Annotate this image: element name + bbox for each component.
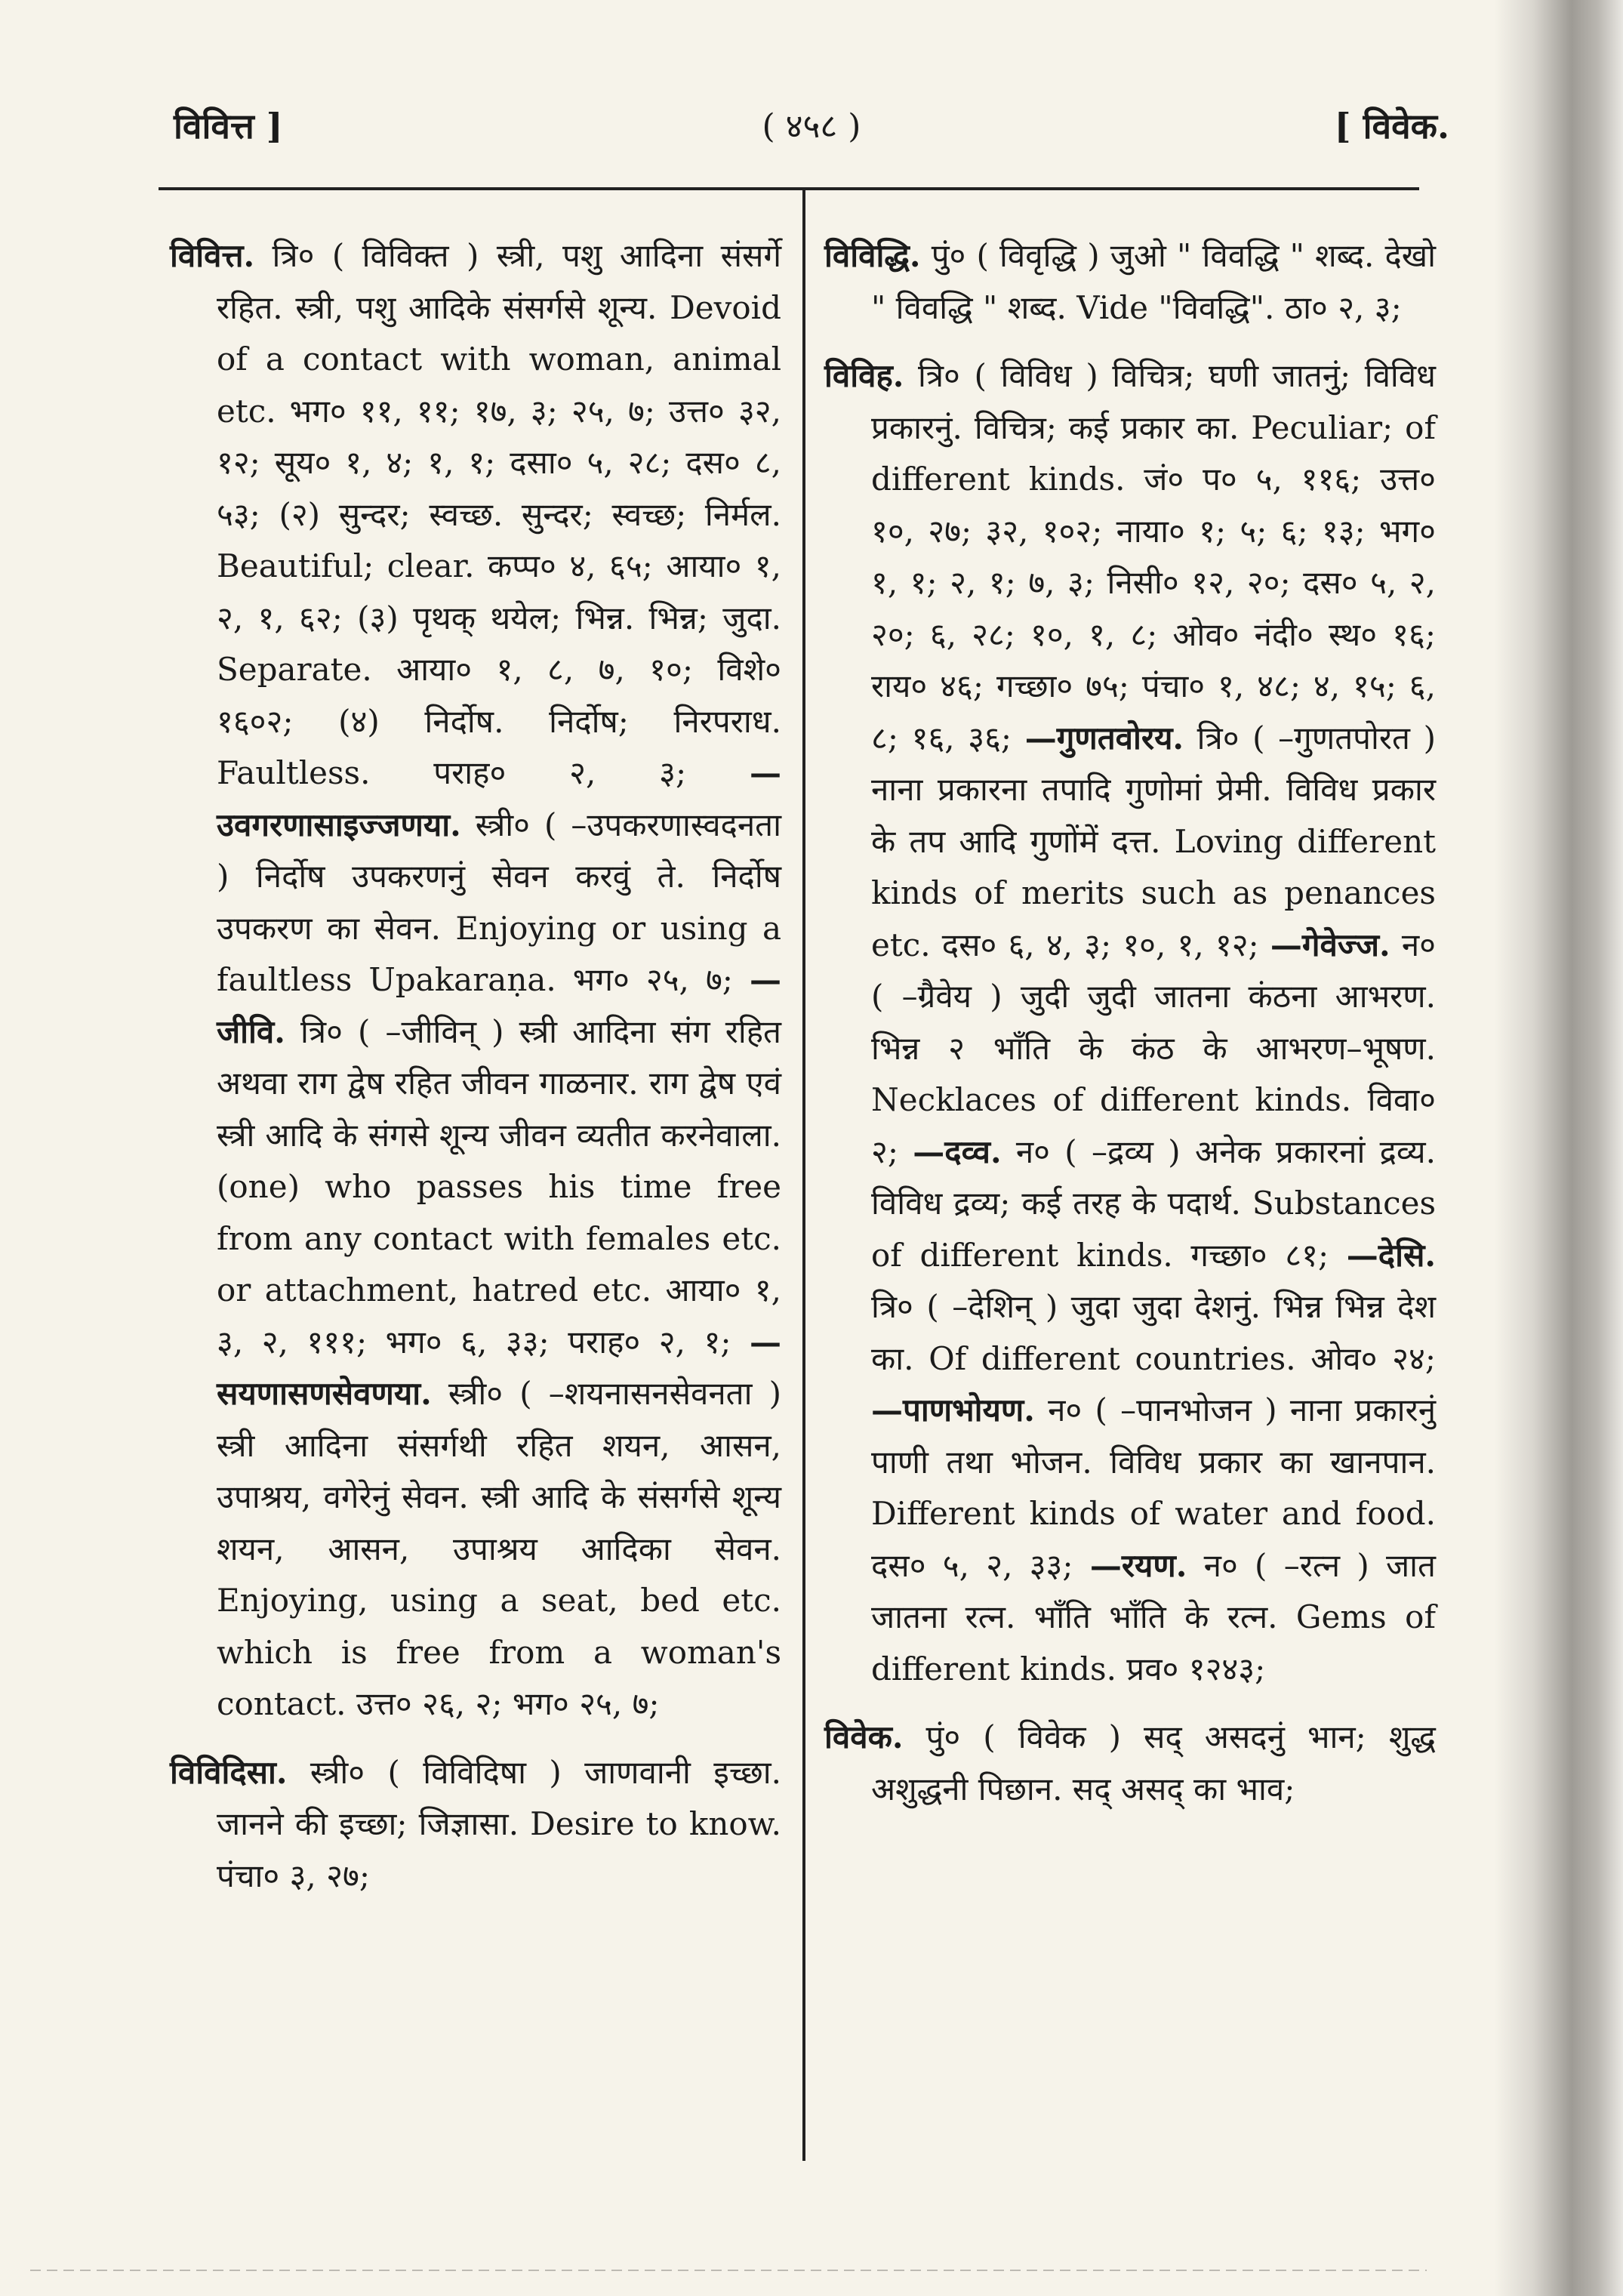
entry-text: न० ( –पानभोजन ) नाना प्रकारनुं पाणी तथा भोजन. विविध प्रकार का खानपान. Different kinds of water and food. दस० ५, २, ३३; <box>871 1391 1436 1584</box>
sub-entry-headword: —गेवेज्ज. <box>1270 926 1390 963</box>
entry-text: स्त्री० ( –उपकरणास्वदनता ) निर्दोष उपकरणनुं सेवन करवुं ते. निर्दोष उपकरण का सेवन. Enjoying or using a faultless Upakaraṇa. भग० २५, ७; <box>217 806 781 998</box>
entry-headword: विविह. <box>824 357 904 394</box>
entry-text: न० ( –ग्रैवेय ) जुदी जुदी जातना कंठना आभरण. भिन्न २ भाँति के कंठ के आभरण–भूषण. Necklaces of different kinds. विवा० २; <box>871 926 1436 1170</box>
entry-text: पुं० ( विवेक ) सद् असदनुं भान; शुद्ध अशुद्धनी पिछान. सद् असद् का भाव; <box>871 1718 1436 1808</box>
dictionary-entry <box>170 230 781 1730</box>
entry-text: त्रि० ( –देशिन् ) जुदा जुदा देशनुं. भिन्न भिन्न देश का. Of different countries. ओव० २४; <box>871 1288 1436 1377</box>
entry-text: त्रि० ( विविध ) विचित्र; घणी जातनुं; विविध प्रकारनुं. विचित्र; कई प्रकार का. Peculiar; of different kinds. जं० प० ५, ११६; उत्त० १०, २७; ३२, १०२; नाया० १; ५; ६; १३; भग० १, १; २, १; ७, ३; निसी० १२, २०; दस० ५, २, २०; ६, २८; १०, १, ८; ओव० नंदी० स्थ० १६; राय० ४६; गच्छा० ७५; पंचा० १, ४८; ४, १५; ६, ८; १६, ३६; <box>871 357 1436 757</box>
sub-entry-headword: —देसि. <box>1346 1236 1436 1274</box>
entry-headword: विवित्त. <box>170 237 255 274</box>
sub-entry-headword: —जीवि. <box>217 961 781 1050</box>
dictionary-entry <box>824 230 1436 334</box>
sub-entry-headword: —पाणभोयण. <box>871 1391 1035 1428</box>
header-right-guideword: [ विवेक. <box>1334 106 1449 146</box>
entry-headword: विवेक. <box>824 1718 904 1755</box>
sub-entry-headword: —रयण. <box>1089 1546 1187 1584</box>
left-column <box>170 230 781 1918</box>
entry-text: त्रि० ( विविक्त ) स्त्री, पशु आदिना संसर्गे रहित. स्त्री, पशु आदिके संसर्गसे शून्य. Devoid of a contact with woman, animal etc. भग० ११, ११; १७, ३; २५, ७; उत्त० ३२, १२; सूय० १, ४; १, १; दसा० ५, २८; दस० ८, ५३; (२) सुन्दर; स्वच्छ. सुन्दर; स्वच्छ; निर्मल. Beautiful; clear. कप्प० ४, ६५; आया० १, २, १, ६२; (३) पृथक् थयेल; भिन्न. भिन्न; जुदा. Separate. आया० १, ८, ७, १०; विशे० १६०२; (४) निर्दोष. निर्दोष; निरपराध. Faultless. पराह० २, ३; <box>217 237 781 791</box>
entry-text: न० ( –द्रव्य ) अनेक प्रकारनां द्रव्य. विविध द्रव्य; कई तरह के पदार्थ. Substances of different kinds. गच्छा० ८१; <box>871 1133 1436 1274</box>
right-column <box>824 230 1436 1832</box>
sub-entry-headword: —उवगरणासाइज्जणया. <box>217 754 781 843</box>
page-edge-shadow <box>1495 0 1623 2296</box>
bottom-edge-mark <box>30 2270 1427 2271</box>
sub-entry-headword: —सयणासणसेवणया. <box>217 1323 781 1412</box>
entry-headword: विविदिसा. <box>170 1753 288 1791</box>
entry-text: त्रि० ( –जीविन् ) स्त्री आदिना संग रहित अथवा राग द्वेष रहित जीवन गाळनार. राग द्वेष एवं स्त्री आदि के संगसे शून्य जीवन व्यतीत करनेवाला. (one) who passes his time free from any contact with females etc. or attachment, hatred etc. आया० १, ३, २, १११; भग० ६, ३३; पराह० २, १; <box>217 1012 781 1361</box>
page-header <box>174 102 1449 155</box>
dictionary-entry <box>824 350 1436 1695</box>
header-rule <box>159 187 1419 190</box>
entry-text: त्रि० ( –गुणतपोरत ) नाना प्रकारना तपादि गुणोमां प्रेमी. विविध प्रकार के तप आदि गुणोंमें दत्त. Loving different kinds of merits such as penances etc. दस० ६, ४, ३; १०, १, १२; <box>871 719 1436 963</box>
entry-text: स्त्री० ( –शयनासनसेवनता ) स्त्री आदिना संसर्गथी रहित शयन, आसन, उपाश्रय, वगेरेनुं सेवन. स्त्री आदि के संसर्गसे शून्य शयन, आसन, उपाश्रय आदिका सेवन. Enjoying, using a seat, bed etc. which is free from a woman's contact. उत्त० २६, २; भग० २५, ७; <box>217 1375 781 1722</box>
sub-entry-headword: —गुणतवोरय. <box>1024 719 1184 757</box>
header-left-guideword: विवित्त ] <box>174 106 283 146</box>
entry-headword: विविद्धि. <box>824 237 921 274</box>
entry-text: न० ( –रत्न ) जात जातना रत्न. भाँति भाँति के रत्न. Gems of different kinds. प्रव० १२४३; <box>871 1546 1436 1687</box>
dictionary-entry <box>170 1747 781 1903</box>
dictionary-entry <box>824 1712 1436 1815</box>
entry-text: पुं० ( विवृद्धि ) जुओ " विवद्धि " शब्द. देखो " विवद्धि " शब्द. Vide "विवद्धि". ठा० २, ३; <box>871 237 1436 326</box>
sub-entry-headword: —दव्व. <box>913 1133 1002 1170</box>
column-divider <box>802 190 805 2161</box>
page-number: ( ४५८ ) <box>762 107 861 146</box>
entry-text: स्त्री० ( विविदिषा ) जाणवानी इच्छा. जानने की इच्छा; जिज्ञासा. Desire to know. पंचा० ३, २७; <box>217 1753 781 1894</box>
